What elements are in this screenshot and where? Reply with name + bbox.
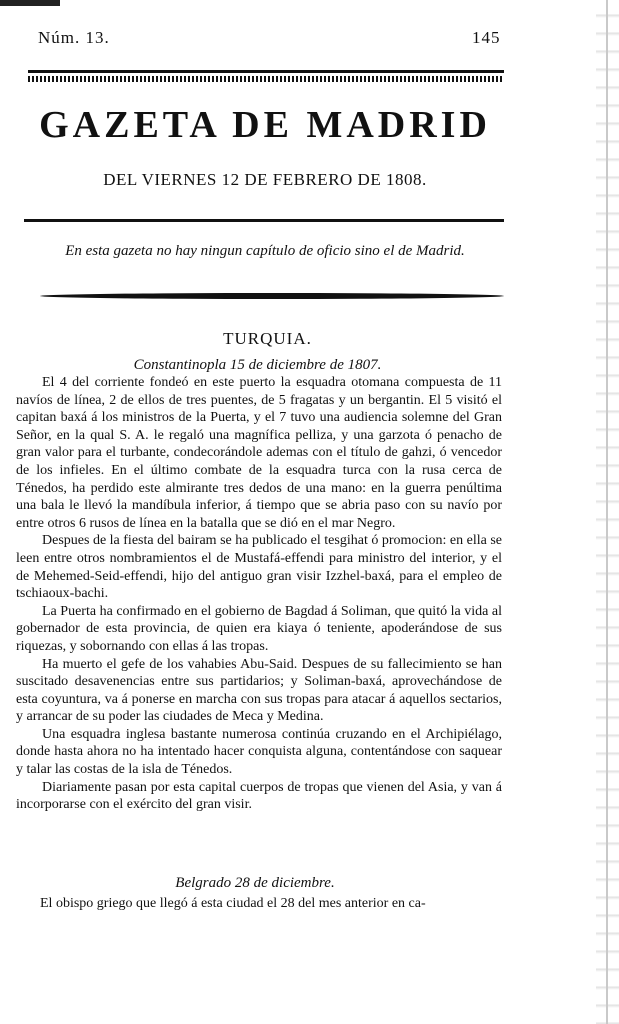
scan-corner-mark <box>0 0 60 6</box>
masthead-rule <box>24 219 504 222</box>
section2-dateline: Belgrado 28 de diciembre. <box>175 875 335 891</box>
top-rule <box>28 70 504 73</box>
section-dateline: Constantinopla 15 de diciembre de 1807. <box>133 357 382 373</box>
masthead-title: GAZETA DE MADRID <box>39 104 491 146</box>
article-body <box>16 374 502 814</box>
paragraph: Despues de la fiesta del bairam se ha publicado el tesgihat ó promocion: en ella se leen entre otros nombramientos el de Mustafá-effendi para ministro del interior, y el de Mehemed-Seid-effendi, hijo del antiguo gran visir Izzhel-baxá, para el empleo de tschiaoux-bachi. <box>16 533 502 602</box>
issue-number: Núm. 13. <box>38 28 110 47</box>
masthead-date: DEL VIERNES 12 DE FEBRERO DE 1808. <box>103 170 427 189</box>
section-title: TURQUIA. <box>223 329 312 348</box>
paragraph: Diariamente pasan por esta capital cuerpos de tropas que vienen del Asia, y van á incorporarse con el exército del gran visir. <box>16 779 502 813</box>
paragraph: Ha muerto el gefe de los vahabies Abu-Said. Despues de su fallecimiento se han suscitado desavenencias entre sus partidarios; y Soliman-baxá, aprovechándose de esta coyuntura, va á ponerse en marcha con sus tropas para atacar á aquellos sectarios, y arrancar de su poder las ciudades de Meca y Medina. <box>16 656 502 725</box>
paragraph: La Puerta ha confirmado en el gobierno de Bagdad á Soliman, que quitó la vida al gobernador de esta provincia, de quien era kiaya ó teniente, apoderándose de sus riquezas, y sobornando con ellas á las tropas. <box>16 603 502 654</box>
page-fold-line <box>606 0 608 1024</box>
paragraph: El obispo griego que llegó á esta ciudad el 28 del mes anterior en ca- <box>40 896 426 911</box>
top-rule-dotted <box>28 76 504 82</box>
official-notice: En esta gazeta no hay ningun capítulo de oficio sino el de Madrid. <box>65 243 465 259</box>
paragraph: El 4 del corriente fondeó en este puerto la esquadra otomana compuesta de 11 navíos de línea, 2 de ellos de tres puentes, de 5 fragatas y un bergantin. El 5 visitó el capitan baxá á los ministros de la Puerta, y el 7 tuvo una audiencia solemne del Gran Señor, en la qual S. A. le regaló una magnífica pelliza, y una garzota ó penacho de gran valor para el turbante, condecorándole ademas con el título de gahzi, ó vencedor de los infieles. En el último combate de la esquadra turca con la rusa cerca de Ténedos, ha perdido este almirante tres dedos de una mano: en la guerra penúltima una bala le llevó la mandíbula inferior, á tiempo que se abria paso con su navío por entre otros 6 rusos de línea en la batalla que se dió en el mar Negro. <box>16 375 502 531</box>
ornamental-rule <box>40 293 504 299</box>
page-number: 145 <box>472 28 501 47</box>
section2-body <box>16 895 502 913</box>
paragraph: Una esquadra inglesa bastante numerosa continúa cruzando en el Archipiélago, donde hasta ahora no ha intentado hacer conquista alguna, contentándose con saquear y talar las costas de la isla de Ténedos. <box>16 726 502 778</box>
